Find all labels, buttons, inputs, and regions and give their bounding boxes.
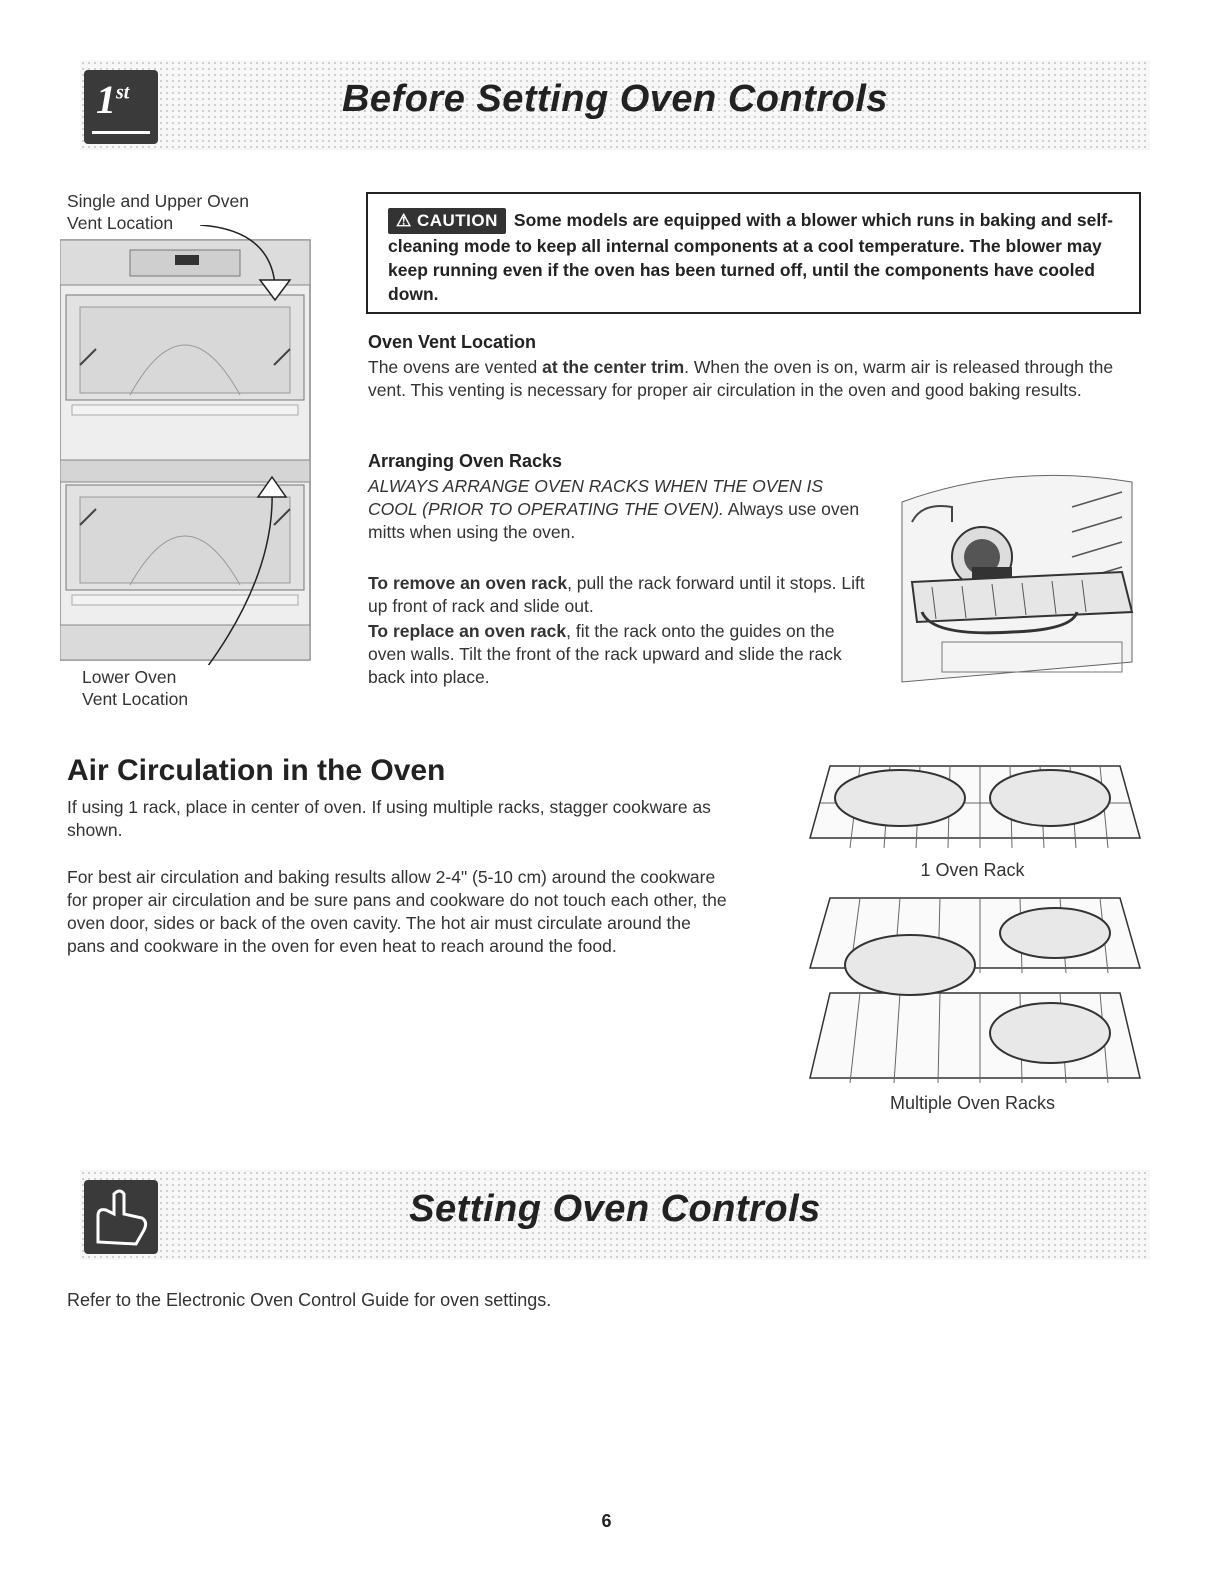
one-rack-caption: 1 Oven Rack bbox=[920, 860, 1025, 880]
air-para-2: For best air circulation and baking results allow 2-4" (5-10 cm) around the cookware for proper air circulation and be sure pans and cookware do not touch each other, the oven door, sides or back of the oven cavity. The hot air must circulate around the pans and cookware in the oven for even heat to reach around the food. bbox=[67, 867, 727, 956]
racks-remove-text: To remove an oven rack, pull the rack forward until it stops. Lift up front of rack and slide out. bbox=[368, 573, 865, 616]
lower-vent-label: Lower Oven Vent Location bbox=[82, 667, 189, 709]
section-title-setting: Setting Oven Controls bbox=[409, 1188, 821, 1230]
double-oven-illustration bbox=[60, 225, 320, 665]
section-banner-before bbox=[80, 60, 1150, 150]
oven-rack-illustration bbox=[892, 462, 1147, 692]
caution-badge: ⚠ CAUTION bbox=[388, 208, 506, 234]
section-banner-setting bbox=[80, 1170, 1150, 1260]
first-step-icon: 1st bbox=[84, 70, 158, 144]
caution-text: Some models are equipped with a blower which runs in baking and self-cleaning mode to keep all internal components at a cool temperature. The blower may keep running even if the oven has been turned off, until the components have cooled down. bbox=[388, 210, 1113, 304]
page-number: 6 bbox=[601, 1511, 612, 1531]
racks-replace-text: To replace an oven rack, fit the rack onto the guides on the oven walls. Tilt the front of the rack upward and slide the rack back into place. bbox=[368, 621, 842, 687]
oven-vent-text: The ovens are vented at the center trim. When the oven is on, warm air is released through the vent. This venting is necessary for proper air circulation in the oven and good baking results. bbox=[368, 357, 1114, 400]
one-rack-illustration bbox=[800, 758, 1145, 858]
air-circulation-heading: Air Circulation in the Oven bbox=[67, 754, 446, 787]
oven-vent-heading: Oven Vent Location bbox=[368, 332, 537, 352]
multiple-racks-caption: Multiple Oven Racks bbox=[889, 1093, 1056, 1113]
multiple-racks-illustration bbox=[800, 893, 1145, 1093]
racks-heading: Arranging Oven Racks bbox=[368, 451, 563, 471]
section-title-before: Before Setting Oven Controls bbox=[341, 78, 889, 120]
caution-box bbox=[366, 192, 1141, 314]
setting-text: Refer to the Electronic Oven Control Guide for oven settings. bbox=[67, 1290, 552, 1310]
air-para-1: If using 1 rack, place in center of oven. If using multiple racks, stagger cookware as shown. bbox=[67, 797, 711, 840]
racks-warning-text: ALWAYS ARRANGE OVEN RACKS WHEN THE OVEN IS COOL (PRIOR TO OPERATING THE OVEN). Always use oven mitts when using the oven. bbox=[368, 476, 860, 542]
upper-vent-label: Single and Upper Oven Vent Location bbox=[67, 191, 249, 233]
